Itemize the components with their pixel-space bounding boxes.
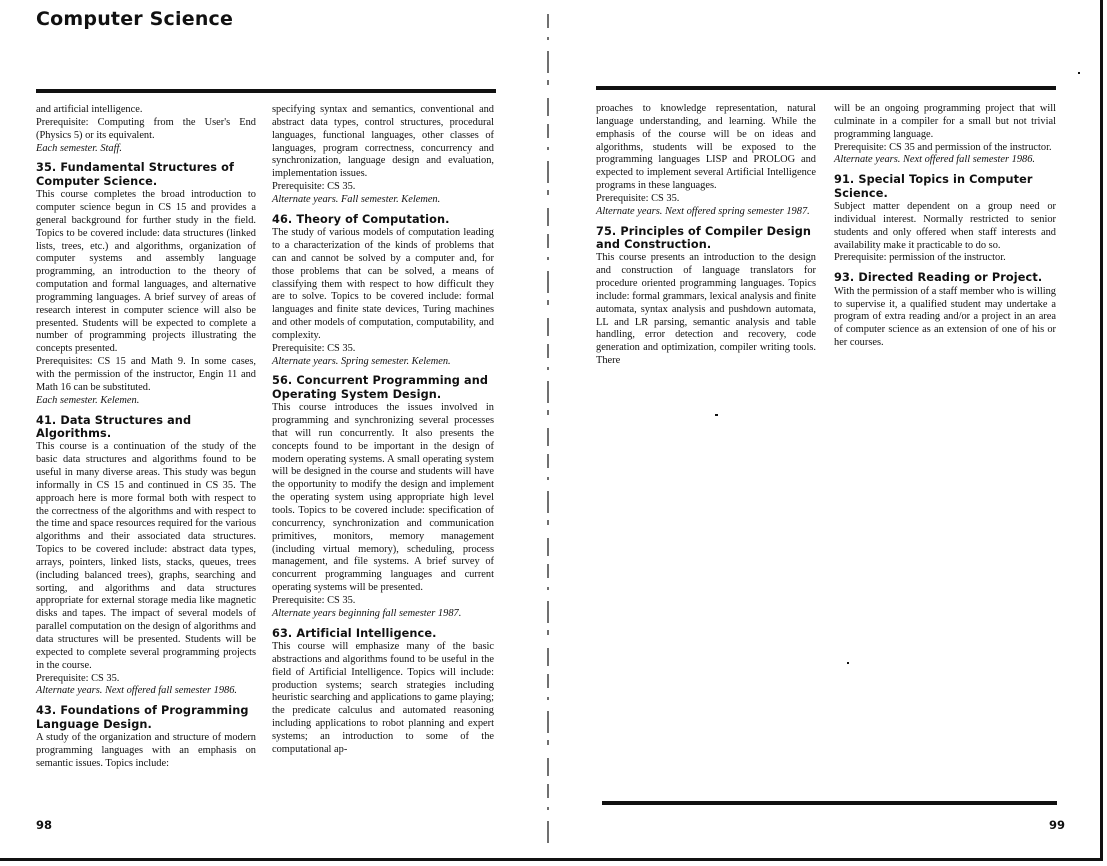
scan-speck (1078, 72, 1080, 74)
course-heading: 91. Special Topics in Computer Science. (834, 173, 1033, 200)
course-schedule-note: Alternate years. Next offered fall semester 1986. (36, 685, 238, 697)
scan-speck (847, 662, 849, 664)
course-schedule-note: Alternate years beginning fall semester 1987. (272, 607, 462, 619)
course-schedule-note: Each semester. Kelemen. (36, 394, 140, 406)
body-paragraph: Prerequisite: CS 35. (272, 181, 356, 193)
body-paragraph: and artificial intelligence. (36, 104, 143, 115)
body-paragraph: will be an ongoing programming project that will culminate in a compiler for a small but not trivial programming language. (834, 103, 1056, 140)
body-paragraph: Prerequisite: CS 35. (36, 672, 120, 684)
course-schedule-note: Alternate years. Fall semester. Kelemen. (272, 193, 441, 205)
course-heading: 41. Data Structures and Algorithms. (36, 413, 192, 440)
body-paragraph: This course completes the broad introduction to computer science begun in CS 15 and provides a general background for further study in the field. Topics to be covered include: data structures (linked lists, trees, etc.) and algorithms, organization of computer systems and assembly language programming, an introduction to the theory of computation and formal languages, and alternative programming languages. A brief survey of areas of research interest in computer science will also be presented. Students will be expected to complete a number of programming projects illustrating the concepts presented. (36, 189, 256, 355)
page-number-left: 98 (36, 818, 53, 832)
course-heading: 75. Principles of Compiler Design and Construction. (596, 224, 812, 251)
page-gutter-binding (544, 14, 552, 844)
body-paragraph: Prerequisite: CS 35. (272, 342, 356, 354)
body-paragraph: Prerequisite: CS 35. (596, 192, 680, 204)
course-schedule-note: Alternate years. Spring semester. Kelemen. (272, 355, 451, 367)
body-paragraph: This course introduces the issues involved in programming and synchronizing several processes that will run concurrently. It also presents the concepts found to be important in the design of modern operating systems. A small operating system will be designed in the course and students will have the opportunity to modify the design and implement the operating system using appropriate high level tools. Topics to be covered include: specification of concurrency, synchronization and communication primitives, monitors, memory management (including virtual memory), scheduling, process management, and file systems. A brief survey of concurrent programming languages and current operating systems will be presented. (272, 402, 494, 594)
body-paragraph: proaches to knowledge representation, natural language understanding, and learning. While the emphasis of the course will be on ideas and algorithms, students will be exposed to the programming languages LISP and PROLOG and expected to implement several Artificial Intelligence programs in these languages. (596, 103, 816, 192)
body-paragraph: With the permission of a staff member who is willing to supervise it, a qualified student may undertake a program of extra reading and/or a project in an area of computer science as an extension of one of his or her courses. (834, 285, 1056, 349)
column-1 (36, 104, 256, 771)
course-schedule-note: Each semester. Staff. (36, 142, 122, 154)
body-paragraph: Prerequisite: permission of the instructor. (834, 252, 1006, 264)
body-paragraph: This course is a continuation of the study of the basic data structures and algorithms found to be useful in many diverse areas. This study was begun informally in CS 15 and continued in CS 35. The approach here is more formal both with respect to the correctness of the algorithms and with respect to the time and space resources required for the various algorithms and their associated data structures. Topics to be covered include: abstract data types, arrays, pointers, linked lists, stacks, queues, trees (including balanced trees), graphs, searching and sorting, and algorithms and data structures appropriate for external storage media like magnetic disks and tapes. The impact of several models of parallel computation on the design of algorithms and data structures will be presented. Students will be expected to complete several programming projects in the course. (36, 441, 256, 671)
column-2 (272, 104, 494, 757)
body-paragraph: This course will emphasize many of the basic abstractions and algorithms found to be useful in the field of Artificial Intelligence. Topics will include: production systems; search strategies including heuristic searching and applications to game playing; the predicate calculus and automated reasoning including applications to robot planning and expert systems; an introduction to some of the computational ap- (272, 641, 494, 755)
scan-speck (715, 414, 718, 416)
right-page-rule (596, 86, 1056, 90)
page-number-right: 99 (1049, 818, 1066, 832)
course-schedule-note: Alternate years. Next offered fall semester 1986. (834, 154, 1036, 166)
body-paragraph: Prerequisite: CS 35 and permission of the instructor. (834, 141, 1052, 153)
body-paragraph: A study of the organization and structure of modern programming languages with an emphasis on semantic issues. Topics include: (36, 732, 256, 769)
course-heading: 35. Fundamental Structures of Computer Science. (36, 161, 234, 188)
body-paragraph: This course presents an introduction to the design and construction of language translators for procedure oriented programming languages. Topics include: formal grammars, lexical analysis and finite automata, syntax analysis and pushdown automata, LL and LR parsing, semantic analysis and table handling, error detection and recovery, code generation and optimization, compiler writing tools. There (596, 252, 816, 367)
course-heading: 56. Concurrent Programming and Operating System Design. (272, 374, 489, 401)
course-schedule-note: Alternate years. Next offered spring semester 1987. (596, 205, 810, 217)
body-paragraph: Prerequisites: CS 15 and Math 9. In some cases, with the permission of the instructor, Engin 11 and Math 16 can be substituted. (36, 356, 256, 393)
course-heading: 93. Directed Reading or Project. (834, 271, 1043, 285)
course-heading: 63. Artificial Intelligence. (272, 626, 437, 640)
right-page-bottom-rule (602, 801, 1057, 805)
course-heading: 46. Theory of Computation. (272, 212, 450, 226)
course-heading: 43. Foundations of Programming Language Design. (36, 704, 249, 731)
left-page-rule (36, 89, 496, 93)
page-title: Computer Science (36, 8, 234, 30)
column-4 (834, 103, 1056, 350)
body-paragraph: Subject matter dependent on a group need or individual interest. Normally restricted to senior students and only offered when staff interests and availability make it practicable to do so. (834, 201, 1056, 251)
column-3 (596, 103, 816, 368)
body-paragraph: specifying syntax and semantics, conventional and abstract data types, control structures, procedural languages, functional languages, other classes of languages, program correctness, concurrency and synchronization, language design and evaluation, implementation issues. (272, 104, 494, 180)
body-paragraph: Prerequisite: Computing from the User's End (Physics 5) or its equivalent. (36, 116, 256, 141)
body-paragraph: Prerequisite: CS 35. (272, 594, 356, 606)
body-paragraph: The study of various models of computation leading to a characterization of the kinds of problems that can and cannot be solved by a computer and, for those problems that can be solved, a means of classifying them with respect to how difficult they are to solve. Topics to be covered include: formal languages and finite state devices, Turing machines and other models of computation, computability, and complexity. (272, 227, 494, 341)
